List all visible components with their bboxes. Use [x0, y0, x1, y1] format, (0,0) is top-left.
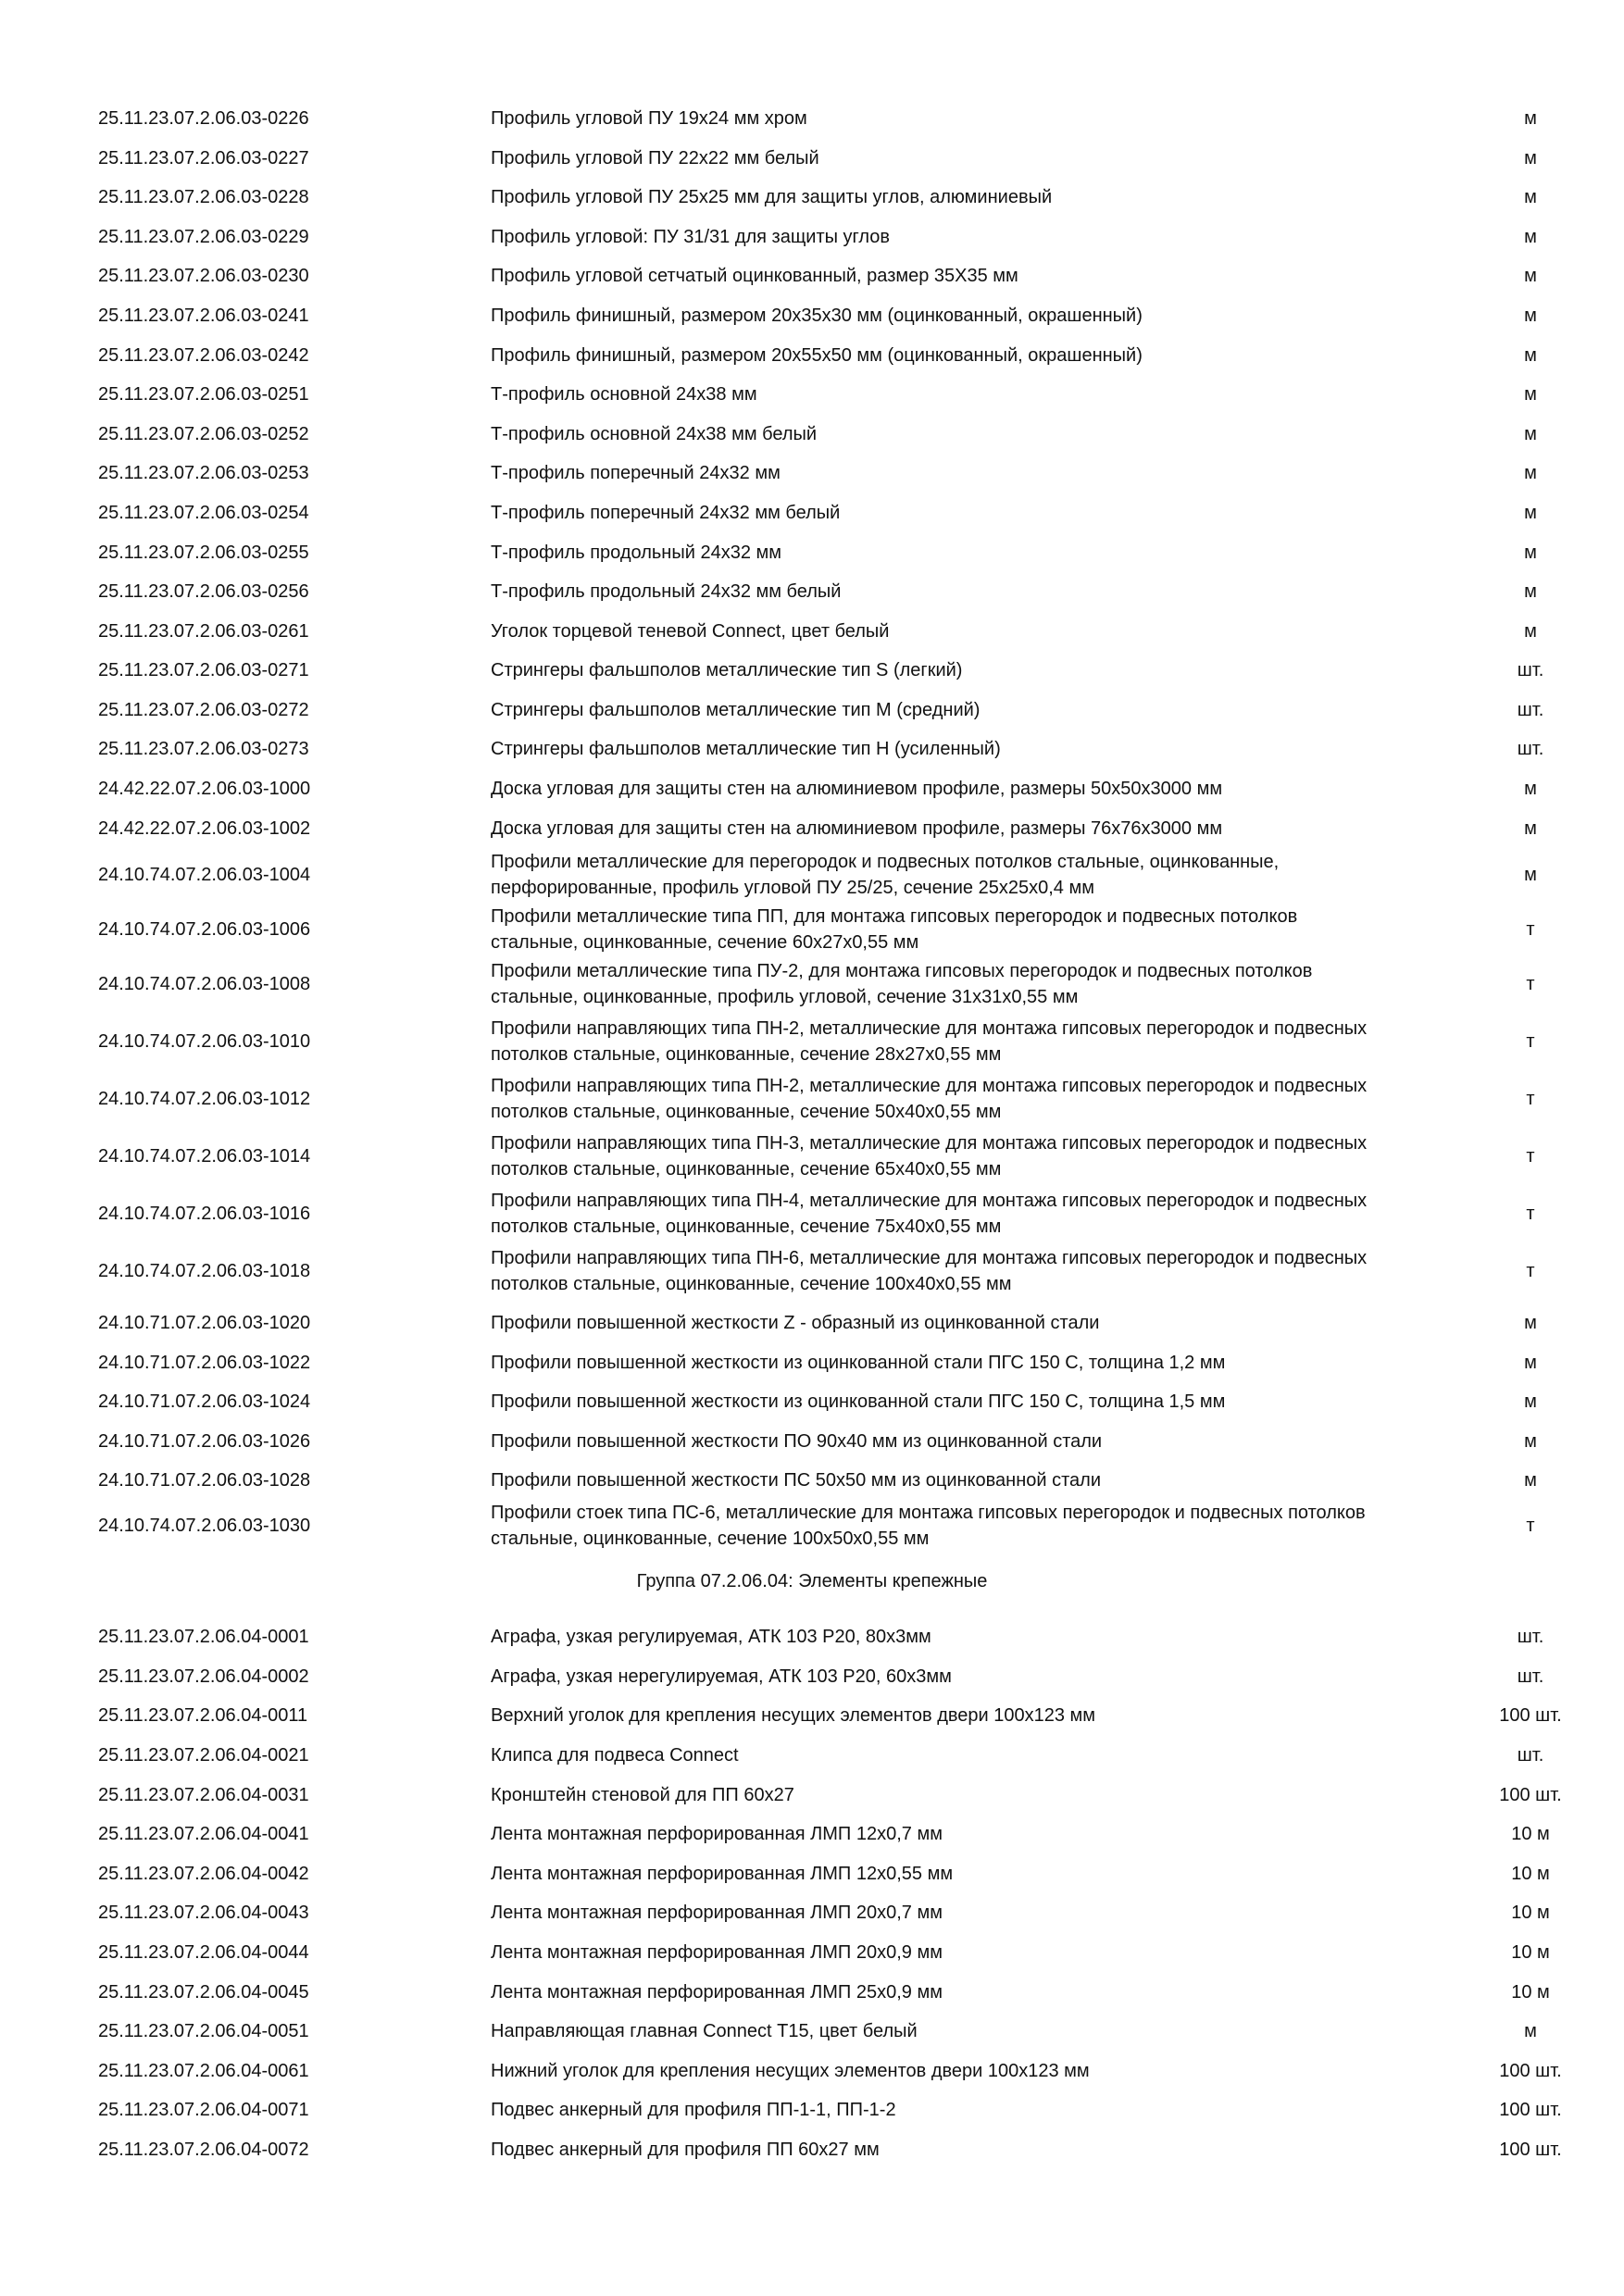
row-unit: 100 шт.	[1499, 2061, 1562, 2081]
row-unit: м	[1524, 543, 1537, 563]
row-name: Стрингеры фальшполов металлические тип S (легкий)	[491, 660, 963, 680]
row-unit: м	[1524, 2021, 1537, 2041]
row-name-line2: потолков стальные, оцинкованные, сечение 28х27х0,55 мм	[491, 1044, 1002, 1065]
row-name: Подвес анкерный для профиля ПП-1-1, ПП-1-2	[491, 2100, 896, 2120]
row-code: 25.11.23.07.2.06.04-0072	[98, 2140, 309, 2160]
row-name-line2: потолков стальные, оцинкованные, сечение 100х40х0,55 мм	[491, 1274, 1012, 1294]
row-name: Нижний уголок для крепления несущих элементов двери 100х123 мм	[491, 2061, 1090, 2081]
row-name: Направляющая главная Connect Т15, цвет белый	[491, 2021, 918, 2041]
row-code: 25.11.23.07.2.06.03-0261	[98, 621, 309, 642]
row-unit: 10 м	[1511, 1864, 1550, 1884]
row-name-line1: Профили направляющих типа ПН-6, металлические для монтажа гипсовых перегородок и подвесных	[491, 1248, 1368, 1268]
row-code: 24.10.74.07.2.06.03-1012	[98, 1089, 311, 1109]
row-code: 24.10.74.07.2.06.03-1004	[98, 865, 311, 885]
row-name: Лента монтажная перфорированная ЛМП 20х0,9 мм	[491, 1942, 943, 1963]
row-unit: м	[1524, 1470, 1537, 1491]
row-code: 25.11.23.07.2.06.03-0228	[98, 187, 309, 207]
row-unit: т	[1526, 1204, 1535, 1224]
row-name: Подвес анкерный для профиля ПП 60х27 мм	[491, 2140, 880, 2160]
row-unit: м	[1524, 108, 1537, 129]
row-name: Профили повышенной жесткости ПО 90х40 мм из оцинкованной стали	[491, 1431, 1103, 1452]
row-unit: 100 шт.	[1499, 2140, 1562, 2160]
row-code: 25.11.23.07.2.06.04-0031	[98, 1785, 309, 1805]
row-unit: м	[1524, 345, 1537, 366]
row-code: 24.10.74.07.2.06.03-1018	[98, 1261, 311, 1281]
row-unit: м	[1524, 865, 1537, 885]
row-unit: м	[1524, 1353, 1537, 1373]
row-code: 25.11.23.07.2.06.04-0045	[98, 1982, 309, 2003]
row-unit: м	[1524, 266, 1537, 286]
row-code: 24.10.74.07.2.06.03-1014	[98, 1146, 311, 1167]
row-name-line2: стальные, оцинкованные, сечение 100х50х0,55 мм	[491, 1529, 930, 1549]
row-unit: 100 шт.	[1499, 2100, 1562, 2120]
row-code: 25.11.23.07.2.06.03-0229	[98, 227, 309, 247]
row-name: Профиль финишный, размером 20х35х30 мм (оцинкованный, окрашенный)	[491, 306, 1143, 326]
row-name-line2: потолков стальные, оцинкованные, сечение 50х40х0,55 мм	[491, 1102, 1002, 1122]
row-unit: шт.	[1517, 739, 1544, 759]
row-name: Профили повышенной жесткости Z - образный из оцинкованной стали	[491, 1313, 1100, 1333]
row-code: 25.11.23.07.2.06.03-0252	[98, 424, 309, 444]
row-name: Профиль финишный, размером 20х55х50 мм (оцинкованный, окрашенный)	[491, 345, 1143, 366]
row-unit: 100 шт.	[1499, 1705, 1562, 1726]
row-unit: т	[1526, 974, 1535, 994]
row-name: Уголок торцевой теневой Connect, цвет белый	[491, 621, 890, 642]
row-name	[491, 958, 1454, 1010]
row-unit: шт.	[1517, 1745, 1544, 1766]
row-unit: 10 м	[1511, 1903, 1550, 1923]
row-code: 24.42.22.07.2.06.03-1000	[98, 779, 311, 799]
row-code: 24.10.74.07.2.06.03-1008	[98, 974, 311, 994]
row-name-line1: Профили направляющих типа ПН-2, металлические для монтажа гипсовых перегородок и подвесных	[491, 1018, 1368, 1039]
row-name-line1: Профили металлические типа ПП, для монтажа гипсовых перегородок и подвесных потолков	[491, 906, 1298, 927]
row-code: 24.10.71.07.2.06.03-1022	[98, 1353, 311, 1373]
row-code: 25.11.23.07.2.06.03-0254	[98, 503, 309, 523]
row-unit: м	[1524, 306, 1537, 326]
row-code: 25.11.23.07.2.06.04-0041	[98, 1824, 309, 1844]
row-name-line1: Профили направляющих типа ПН-2, металлические для монтажа гипсовых перегородок и подвесных	[491, 1076, 1368, 1096]
row-name: Профиль угловой: ПУ 31/31 для защиты углов	[491, 227, 891, 247]
row-name-line2: потолков стальные, оцинкованные, сечение 65х40х0,55 мм	[491, 1159, 1002, 1179]
row-name: Доска угловая для защиты стен на алюминиевом профиле, размеры 76х76х3000 мм	[491, 818, 1223, 839]
row-unit: м	[1524, 227, 1537, 247]
row-name	[491, 1500, 1454, 1552]
row-name: Лента монтажная перфорированная ЛМП 20х0,7 мм	[491, 1903, 943, 1923]
row-name: Профили повышенной жесткости из оцинкованной стали ПГС 150 С, толщина 1,2 мм	[491, 1353, 1226, 1373]
row-unit: м	[1524, 581, 1537, 602]
row-name-line2: стальные, оцинкованные, сечение 60х27х0,55 мм	[491, 932, 919, 953]
row-unit: шт.	[1517, 700, 1544, 720]
row-code: 25.11.23.07.2.06.04-0071	[98, 2100, 309, 2120]
row-name	[491, 849, 1454, 901]
row-unit: м	[1524, 779, 1537, 799]
row-code: 24.10.71.07.2.06.03-1028	[98, 1470, 311, 1491]
row-name: Т-профиль поперечный 24х32 мм	[491, 463, 781, 483]
row-unit: м	[1524, 503, 1537, 523]
row-code: 25.11.23.07.2.06.03-0251	[98, 384, 309, 405]
row-unit: м	[1524, 148, 1537, 168]
row-name: Т-профиль поперечный 24х32 мм белый	[491, 503, 841, 523]
row-name-line1: Профили металлические для перегородок и подвесных потолков стальные, оцинкованные,	[491, 852, 1280, 872]
row-unit: т	[1526, 1516, 1535, 1536]
row-unit: 10 м	[1511, 1942, 1550, 1963]
row-name: Аграфа, узкая нерегулируемая, АТК 103 Р20, 60х3мм	[491, 1666, 952, 1687]
row-code: 25.11.23.07.2.06.03-0226	[98, 108, 309, 129]
row-name	[491, 1245, 1454, 1297]
row-name-line1: Профили направляющих типа ПН-4, металлические для монтажа гипсовых перегородок и подвесных	[491, 1191, 1368, 1211]
row-code: 24.10.74.07.2.06.03-1010	[98, 1031, 311, 1052]
row-name: Доска угловая для защиты стен на алюминиевом профиле, размеры 50х50х3000 мм	[491, 779, 1223, 799]
row-name	[491, 1073, 1454, 1125]
row-name: Профили повышенной жесткости ПС 50х50 мм из оцинкованной стали	[491, 1470, 1101, 1491]
row-name: Аграфа, узкая регулируемая, АТК 103 Р20, 80х3мм	[491, 1627, 931, 1647]
row-code: 24.10.74.07.2.06.03-1006	[98, 919, 311, 940]
row-name: Т-профиль продольный 24х32 мм	[491, 543, 782, 563]
row-code: 25.11.23.07.2.06.03-0230	[98, 266, 309, 286]
row-unit: м	[1524, 1313, 1537, 1333]
row-unit: шт.	[1517, 1666, 1544, 1687]
row-unit: 10 м	[1511, 1982, 1550, 2003]
row-name	[491, 1188, 1454, 1240]
row-name	[491, 1130, 1454, 1182]
row-name: Стрингеры фальшполов металлические тип М (средний)	[491, 700, 981, 720]
row-code: 24.10.71.07.2.06.03-1026	[98, 1431, 311, 1452]
row-code: 24.42.22.07.2.06.03-1002	[98, 818, 311, 839]
row-unit: м	[1524, 463, 1537, 483]
row-unit: 100 шт.	[1499, 1785, 1562, 1805]
row-code: 25.11.23.07.2.06.04-0021	[98, 1745, 309, 1766]
row-unit: т	[1526, 1031, 1535, 1052]
row-name: Стрингеры фальшполов металлические тип Н (усиленный)	[491, 739, 1001, 759]
row-code: 25.11.23.07.2.06.03-0241	[98, 306, 309, 326]
row-name: Лента монтажная перфорированная ЛМП 12х0,7 мм	[491, 1824, 943, 1844]
row-code: 25.11.23.07.2.06.03-0242	[98, 345, 309, 366]
row-code: 25.11.23.07.2.06.03-0273	[98, 739, 309, 759]
row-unit: м	[1524, 187, 1537, 207]
row-code: 24.10.74.07.2.06.03-1016	[98, 1204, 311, 1224]
row-name-line2: перфорированные, профиль угловой ПУ 25/25, сечение 25х25х0,4 мм	[491, 878, 1094, 898]
row-name	[491, 904, 1454, 955]
row-unit: т	[1526, 919, 1535, 940]
row-code: 25.11.23.07.2.06.03-0255	[98, 543, 309, 563]
row-name: Профиль угловой ПУ 19х24 мм хром	[491, 108, 807, 129]
row-unit: м	[1524, 1431, 1537, 1452]
row-name: Лента монтажная перфорированная ЛМП 25х0,9 мм	[491, 1982, 943, 2003]
row-unit: т	[1526, 1261, 1535, 1281]
row-code: 25.11.23.07.2.06.03-0271	[98, 660, 309, 680]
row-name: Лента монтажная перфорированная ЛМП 12х0,55 мм	[491, 1864, 954, 1884]
row-unit: м	[1524, 1391, 1537, 1412]
row-unit: 10 м	[1511, 1824, 1550, 1844]
row-name-line1: Профили металлические типа ПУ-2, для монтажа гипсовых перегородок и подвесных потолков	[491, 961, 1313, 981]
row-name: Т-профиль основной 24х38 мм	[491, 384, 757, 405]
row-name-line1: Профили стоек типа ПС-6, металлические для монтажа гипсовых перегородок и подвесных потолков	[491, 1503, 1366, 1523]
row-name-line2: стальные, оцинкованные, профиль угловой, сечение 31х31х0,55 мм	[491, 987, 1079, 1007]
row-unit: т	[1526, 1089, 1535, 1109]
group-title: Группа 07.2.06.04: Элементы крепежные	[636, 1571, 988, 1591]
row-name: Профиль угловой ПУ 25х25 мм для защиты углов, алюминиевый	[491, 187, 1053, 207]
row-unit: м	[1524, 424, 1537, 444]
row-name: Т-профиль основной 24х38 мм белый	[491, 424, 818, 444]
row-unit: м	[1524, 818, 1537, 839]
row-name: Т-профиль продольный 24х32 мм белый	[491, 581, 842, 602]
row-code: 25.11.23.07.2.06.03-0272	[98, 700, 309, 720]
row-code: 25.11.23.07.2.06.04-0002	[98, 1666, 309, 1687]
row-code: 25.11.23.07.2.06.04-0001	[98, 1627, 309, 1647]
row-name	[491, 1016, 1454, 1067]
row-code: 24.10.71.07.2.06.03-1020	[98, 1313, 311, 1333]
row-unit: м	[1524, 384, 1537, 405]
row-name-line1: Профили направляющих типа ПН-3, металлические для монтажа гипсовых перегородок и подвесных	[491, 1133, 1368, 1154]
row-code: 24.10.71.07.2.06.03-1024	[98, 1391, 311, 1412]
row-code: 24.10.74.07.2.06.03-1030	[98, 1516, 311, 1536]
row-name: Клипса для подвеса Connect	[491, 1745, 739, 1766]
row-code: 25.11.23.07.2.06.04-0044	[98, 1942, 309, 1963]
row-code: 25.11.23.07.2.06.03-0256	[98, 581, 309, 602]
row-code: 25.11.23.07.2.06.04-0051	[98, 2021, 309, 2041]
row-name: Кронштейн стеновой для ПП 60х27	[491, 1785, 794, 1805]
row-code: 25.11.23.07.2.06.04-0042	[98, 1864, 309, 1884]
row-name: Профиль угловой сетчатый оцинкованный, размер 35Х35 мм	[491, 266, 1018, 286]
row-code: 25.11.23.07.2.06.03-0227	[98, 148, 309, 168]
row-name: Профили повышенной жесткости из оцинкованной стали ПГС 150 С, толщина 1,5 мм	[491, 1391, 1226, 1412]
row-code: 25.11.23.07.2.06.04-0061	[98, 2061, 309, 2081]
row-unit: т	[1526, 1146, 1535, 1167]
row-unit: м	[1524, 621, 1537, 642]
row-name: Верхний уголок для крепления несущих элементов двери 100х123 мм	[491, 1705, 1096, 1726]
row-name-line2: потолков стальные, оцинкованные, сечение 75х40х0,55 мм	[491, 1217, 1002, 1237]
row-code: 25.11.23.07.2.06.04-0043	[98, 1903, 309, 1923]
row-code: 25.11.23.07.2.06.04-0011	[98, 1705, 308, 1726]
row-code: 25.11.23.07.2.06.03-0253	[98, 463, 309, 483]
row-name: Профиль угловой ПУ 22х22 мм белый	[491, 148, 819, 168]
row-unit: шт.	[1517, 660, 1544, 680]
row-unit: шт.	[1517, 1627, 1544, 1647]
